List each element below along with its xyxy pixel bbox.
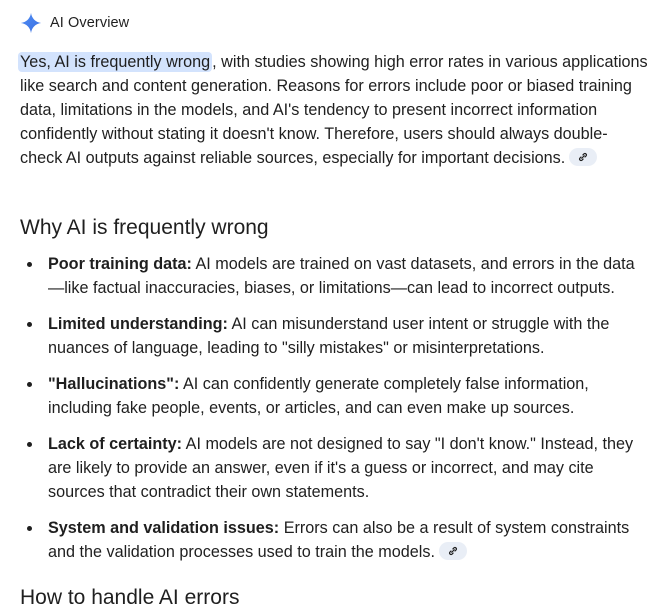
next-section-heading: How to handle AI errors [20, 586, 240, 609]
bullet-term: "Hallucinations": [48, 375, 180, 393]
bullet-dot [27, 262, 32, 267]
bullet-term: Poor training data: [48, 255, 192, 273]
ai-overview-header [20, 10, 129, 36]
bullet-dot [27, 382, 32, 387]
summary-text: , with studies showing high error rates in various applications like search and content generation. Reasons for errors include poor or biased training data, limitations in the models, and AI's tendency to present incorrect information confidently without stating it doesn't know. Therefore, users should always double-check AI outputs against reliable sources, especially for important decisions. [20, 53, 648, 167]
bullet-text: AI models are not designed to say "I don't know." Instead, they are likely to provide an answer, even if it's a guess or incorrect, and may cite sources that contradict their own statements. [48, 435, 634, 501]
bullet-term: Lack of certainty: [48, 435, 183, 453]
gemini-spark-icon [20, 12, 42, 34]
bullet-dot [27, 322, 32, 327]
list-item [20, 516, 648, 564]
bullet-dot [27, 442, 32, 447]
list-item [20, 372, 648, 420]
section-heading: Why AI is frequently wrong [20, 216, 269, 239]
summary-paragraph [20, 50, 648, 170]
bullet-text: Errors can also be a result of system constraints and the validation processes used to train the models. [48, 519, 630, 561]
link-icon [577, 151, 589, 163]
ai-overview-title: AI Overview [50, 15, 130, 31]
bullet-dot [27, 526, 32, 531]
bullet-term: Limited understanding: [48, 315, 228, 333]
bullet-source-link-button[interactable] [439, 542, 467, 560]
list-item [20, 432, 648, 504]
bullet-text: AI models are trained on vast datasets, and errors in the data—like factual inaccuracies, biases, or limitations—can lead to incorrect outputs. [48, 255, 635, 297]
bullet-text: AI can confidently generate completely false information, including fake people, events, or articles, and can even make up sources. [48, 375, 589, 417]
list-item [20, 312, 648, 360]
bullet-text: AI can misunderstand user intent or struggle with the nuances of language, leading to "silly mistakes" or misinterpretations. [48, 315, 610, 357]
bullet-term: System and validation issues: [48, 519, 280, 537]
summary-source-link-button[interactable] [569, 148, 597, 166]
reasons-list [20, 252, 648, 576]
summary-highlight[interactable]: Yes, AI is frequently wrong [20, 53, 211, 71]
link-icon [447, 545, 459, 557]
list-item [20, 252, 648, 300]
